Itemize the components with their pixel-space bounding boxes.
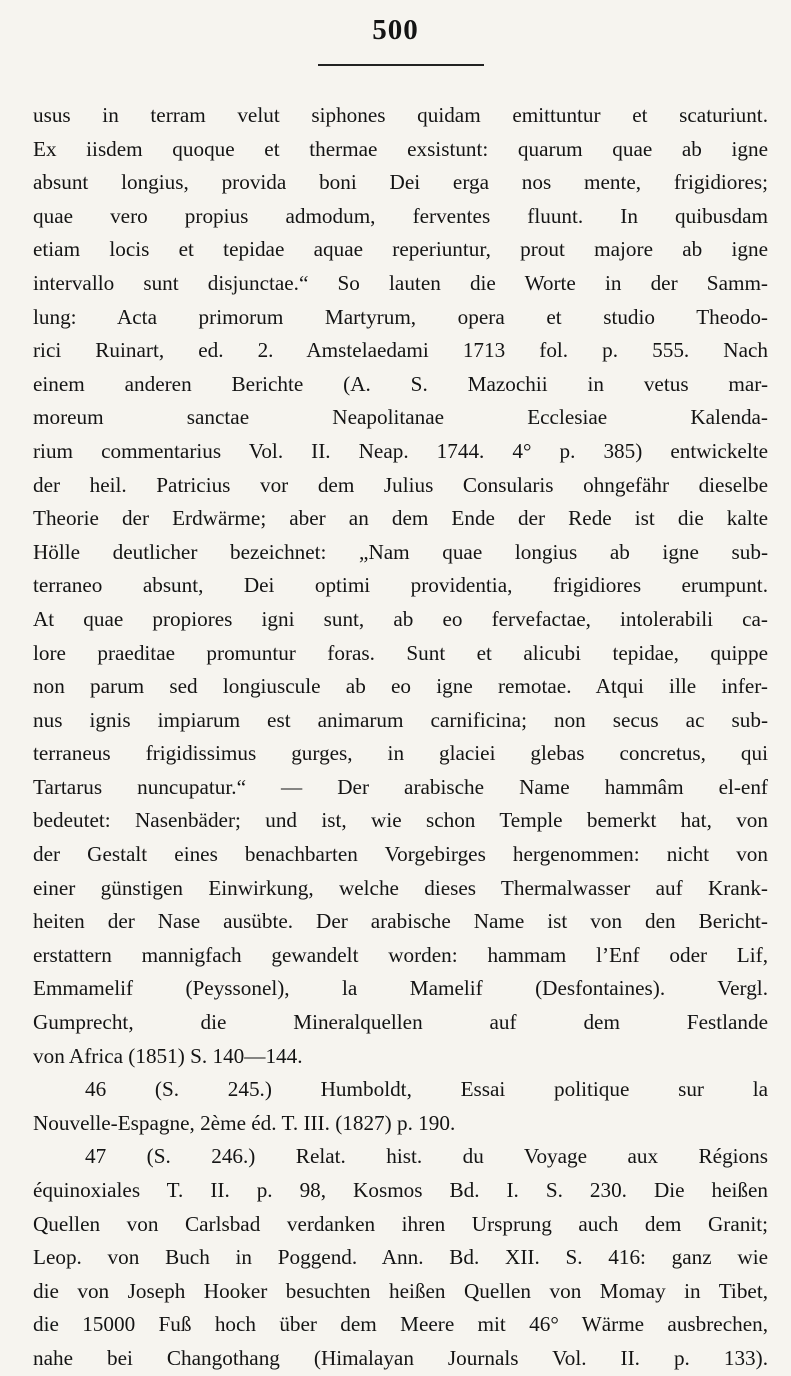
text-line: terraneus frigidissimus gurges, in glaciei glebas concretus, qui bbox=[33, 741, 768, 766]
text-line: rici Ruinart, ed. 2. Amstelaedami 1713 fol. p. 555. Nach bbox=[33, 338, 768, 363]
text-line: usus in terram velut siphones quidam emittuntur et scaturiunt. bbox=[33, 103, 768, 127]
text-line: die 15000 Fuß hoch über dem Meere mit 46° Wärme ausbrechen, bbox=[33, 1312, 768, 1337]
text-line: rium commentarius Vol. II. Neap. 1744. 4° p. 385) entwickelte bbox=[33, 438, 768, 463]
text-line: non parum sed longiuscule ab eo igne remotae. Atqui ille infer- bbox=[33, 674, 768, 699]
text-line: Ex iisdem quoque et thermae exsistunt: quarum quae ab igne bbox=[33, 136, 768, 161]
text-line: der heil. Patricius vor dem Julius Consularis ohngefähr dieselbe bbox=[33, 472, 768, 497]
text-line: équinoxiales T. II. p. 98, Kosmos Bd. I. S. 230. Die heißen bbox=[33, 1178, 768, 1202]
text-line: Theorie der Erdwärme; aber an dem Ende der Rede ist die kalte bbox=[33, 506, 768, 531]
text-line: lore praeditae promuntur foras. Sunt et alicubi tepidae, quippe bbox=[33, 640, 768, 665]
text-line: etiam locis et tepidae aquae reperiuntur, prout majore ab igne bbox=[33, 237, 768, 262]
text-line: bedeutet: Nasenbäder; und ist, wie schon Temple bemerkt hat, von bbox=[33, 808, 768, 833]
text-line: lung: Acta primorum Martyrum, opera et studio Theodo- bbox=[33, 304, 768, 329]
header-rule bbox=[318, 64, 484, 66]
text-line: moreum sanctae Neapolitanae Ecclesiae Kalenda- bbox=[33, 405, 768, 430]
text-line: Leop. von Buch in Poggend. Ann. Bd. XII. S. 416: ganz wie bbox=[33, 1245, 768, 1270]
text-line: heiten der Nase ausübte. Der arabische Name ist von den Bericht- bbox=[33, 909, 768, 934]
footnote-46-line: 46 (S. 245.) Humboldt, Essai politique sur la bbox=[85, 1077, 768, 1102]
text-line: At quae propiores igni sunt, ab eo fervefactae, intolerabili ca- bbox=[33, 606, 768, 631]
text-line: die von Joseph Hooker besuchten heißen Quellen von Momay in Tibet, bbox=[33, 1278, 768, 1303]
text-line: absunt longius, provida boni Dei erga nos mente, frigidiores; bbox=[33, 170, 768, 195]
text-line: von Africa (1851) S. 140—144. bbox=[33, 1043, 303, 1068]
text-line: einem anderen Berichte (A. S. Mazochii in vetus mar- bbox=[33, 371, 768, 396]
body-text bbox=[33, 99, 768, 1376]
text-line: Nouvelle-Espagne, 2ème éd. T. III. (1827) p. 190. bbox=[33, 1110, 456, 1135]
page-number: 500 bbox=[372, 14, 419, 46]
text-line: einer günstigen Einwirkung, welche dieses Thermalwasser auf Krank- bbox=[33, 875, 768, 900]
text-line: Quellen von Carlsbad verdanken ihren Ursprung auch dem Granit; bbox=[33, 1211, 768, 1236]
text-line: Tartarus nuncupatur.“ — Der arabische Name hammâm el-enf bbox=[33, 774, 768, 799]
text-line: Gumprecht, die Mineralquellen auf dem Festlande bbox=[33, 1010, 768, 1035]
text-line: der Gestalt eines benachbarten Vorgebirges hergenommen: nicht von bbox=[33, 842, 768, 867]
footnote-47-line: 47 (S. 246.) Relat. hist. du Voyage aux Régions bbox=[85, 1144, 768, 1169]
text-line: intervallo sunt disjunctae.“ So lauten die Worte in der Samm- bbox=[33, 270, 768, 295]
text-line: erstattern mannigfach gewandelt worden: hammam l’Enf oder Lif, bbox=[33, 942, 768, 967]
text-line: nus ignis impiarum est animarum carnificina; non secus ac sub- bbox=[33, 707, 768, 732]
text-line: quae vero propius admodum, ferventes fluunt. In quibusdam bbox=[33, 203, 768, 228]
text-line: terraneo absunt, Dei optimi providentia, frigidiores erumpunt. bbox=[33, 573, 768, 598]
text-line: nahe bei Changothang (Himalayan Journals Vol. II. p. 133). bbox=[33, 1345, 768, 1370]
text-line: Hölle deutlicher bezeichnet: „Nam quae longius ab igne sub- bbox=[33, 539, 768, 564]
text-line: Emmamelif (Peyssonel), la Mamelif (Desfontaines). Vergl. bbox=[33, 976, 768, 1001]
